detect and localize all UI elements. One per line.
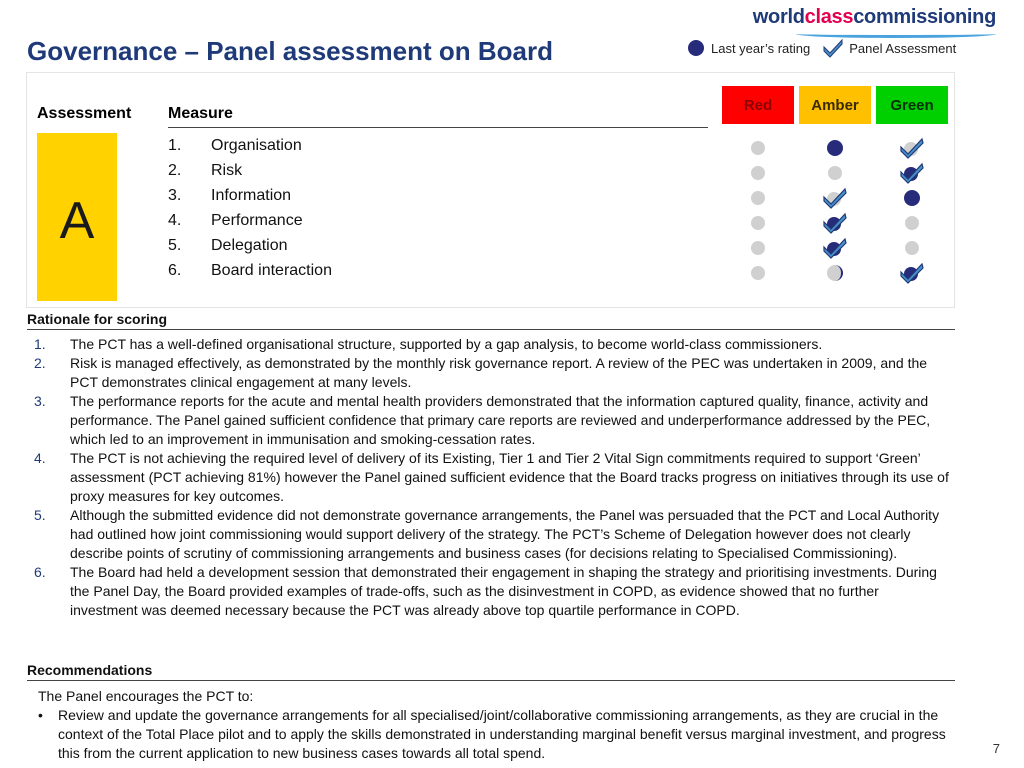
measure-row	[168, 237, 332, 262]
rating-cell-red	[722, 210, 794, 235]
measure-row	[168, 137, 332, 162]
rationale-item	[34, 335, 949, 354]
grey-dot-icon	[751, 241, 765, 255]
logo-part-commissioning: commissioning	[853, 6, 996, 28]
rationale-divider	[27, 329, 955, 330]
panel-check-icon	[899, 162, 925, 184]
rating-cell-green	[876, 160, 948, 185]
logo-part-world: world	[752, 6, 805, 28]
grey-dot-icon	[751, 141, 765, 155]
logo-part-class: class	[804, 6, 854, 28]
rating-row	[722, 135, 953, 160]
measure-label: Board interaction	[211, 262, 332, 279]
recommendation-text: Review and update the governance arrangements for all specialised/joint/collaborative commissioning arrangements, as they are crucial in the context of the Total Place pilot and to apply the skills demonstrated in understanding marginal benefit versus marginal investment, and progress this from the current application to new business cases towards all total spend.	[58, 707, 946, 761]
page-title: Governance – Panel assessment on Board	[27, 36, 553, 66]
half-dot-icon	[827, 265, 843, 281]
rag-header-red: Red	[722, 86, 794, 124]
rating-cell-green	[876, 260, 948, 285]
rating-row	[722, 260, 953, 285]
grey-dot-icon	[905, 216, 919, 230]
rationale-number: 6.	[34, 564, 46, 580]
rationale-item	[34, 563, 949, 620]
recommendations-list	[38, 687, 950, 763]
measure-number: 1.	[168, 137, 182, 154]
measure-row	[168, 162, 332, 187]
rating-row	[722, 185, 953, 210]
panel-check-icon	[822, 187, 848, 209]
rating-cell-green	[876, 185, 948, 210]
rating-cell-green	[876, 135, 948, 160]
rationale-text: The performance reports for the acute and mental health providers demonstrated that the information captured quality, finance, activity and performance. The Panel gained sufficient confidence that primary care reports are reviewed and underperformance addressed by the PEC, which led to an improvement in immunisation and smoking-cessation rates.	[70, 393, 931, 447]
rating-grid	[722, 135, 953, 285]
rationale-number: 1.	[34, 336, 46, 352]
rating-cell-amber	[799, 185, 871, 210]
legend	[688, 38, 956, 58]
measure-row	[168, 187, 332, 212]
grey-dot-icon	[751, 216, 765, 230]
recommendations-heading: Recommendations	[27, 662, 153, 678]
grey-dot-icon	[905, 241, 919, 255]
rating-row	[722, 160, 953, 185]
measure-header: Measure	[168, 105, 233, 122]
assessment-header: Assessment	[37, 105, 132, 122]
measure-number: 4.	[168, 212, 182, 229]
legend-panel-assessment: Panel Assessment	[849, 40, 957, 56]
legend-last-year: Last year’s rating	[711, 40, 811, 56]
rationale-heading: Rationale for scoring	[27, 311, 168, 327]
measure-number: 3.	[168, 187, 182, 204]
panel-check-icon	[899, 262, 925, 284]
rating-cell-red	[722, 185, 794, 210]
rationale-item	[34, 449, 949, 506]
rationale-number: 2.	[34, 355, 46, 371]
measure-number: 2.	[168, 162, 182, 179]
bullet: •	[38, 707, 43, 723]
rag-header-green: Green	[876, 86, 948, 124]
measure-label: Information	[211, 187, 292, 204]
logo	[753, 6, 996, 29]
rationale-number: 4.	[34, 450, 46, 466]
measure-row	[168, 212, 332, 237]
measure-row	[168, 262, 332, 287]
measure-label: Organisation	[211, 137, 302, 154]
last-year-dot-icon	[827, 140, 843, 156]
panel-check-icon	[822, 237, 848, 259]
grey-dot-icon	[751, 191, 765, 205]
measure-list	[168, 137, 332, 287]
rating-cell-red	[722, 260, 794, 285]
recommendations-intro: The Panel encourages the PCT to:	[38, 688, 254, 704]
rating-row	[722, 210, 953, 235]
rationale-item	[34, 354, 949, 392]
rationale-number: 5.	[34, 507, 46, 523]
rating-cell-amber	[799, 160, 871, 185]
last-year-dot-icon	[688, 40, 704, 56]
grey-dot-icon	[751, 166, 765, 180]
recommendation-item	[38, 706, 950, 763]
rationale-text: Although the submitted evidence did not demonstrate governance arrangements, the Panel was persuaded that the PCT and Local Authority had outlined how joint commissioning would support delivery of the strategy. The PCT’s Scheme of Delegation however does not clearly describe points of scrutiny of commissioning arrangements and business cases (for decisions relating to Specialised Commissioning).	[70, 507, 940, 561]
panel-check-icon	[899, 137, 925, 159]
last-year-dot-icon	[904, 190, 920, 206]
rationale-number: 3.	[34, 393, 46, 409]
recommendations-divider	[27, 680, 955, 681]
logo-swoosh	[796, 30, 996, 38]
rationale-text: Risk is managed effectively, as demonstrated by the monthly risk governance report. A review of the PEC was undertaken in 2009, and the PCT demonstrates clinical engagement at many levels.	[70, 355, 928, 390]
assessment-grade: A	[37, 133, 117, 301]
grey-dot-icon	[828, 166, 842, 180]
panel-check-icon	[822, 38, 844, 58]
rationale-text: The PCT is not achieving the required level of delivery of its Existing, Tier 1 and Tier 2 Vital Sign commitments required to support ‘Green’ assessment (PCT achieving 81%) however the Panel gained sufficient evidence that the Board tracks progress on initiatives through its use of proxy measures for key outcomes.	[70, 450, 949, 504]
page-number: 7	[992, 741, 1000, 756]
rating-cell-amber	[799, 135, 871, 160]
rating-cell-amber	[799, 210, 871, 235]
rating-cell-red	[722, 235, 794, 260]
measure-label: Delegation	[211, 237, 288, 254]
rag-header-amber: Amber	[799, 86, 871, 124]
rationale-text: The PCT has a well-defined organisational structure, supported by a gap analysis, to become world-class commissioners.	[70, 336, 823, 352]
rationale-list	[34, 335, 949, 620]
rating-cell-amber	[799, 235, 871, 260]
measure-label: Performance	[211, 212, 303, 229]
rating-cell-green	[876, 210, 948, 235]
rating-row	[722, 235, 953, 260]
rating-cell-red	[722, 160, 794, 185]
rationale-text: The Board had held a development session that demonstrated their engagement in shaping the strategy and prioritising investments. During the Panel Day, the Board provided examples of trade-offs, such as the disinvestment in COPD, as evidence showed that no further investment was deemed necessary because the PCT was already above top quartile performance in COPD.	[70, 564, 937, 618]
panel-check-icon	[822, 212, 848, 234]
measure-number: 6.	[168, 262, 182, 279]
header-divider	[168, 127, 708, 128]
rating-cell-red	[722, 135, 794, 160]
rating-cell-amber	[799, 260, 871, 285]
measure-label: Risk	[211, 162, 243, 179]
rating-cell-green	[876, 235, 948, 260]
measure-number: 5.	[168, 237, 182, 254]
rationale-item	[34, 392, 949, 449]
grey-dot-icon	[751, 266, 765, 280]
rationale-item	[34, 506, 949, 563]
